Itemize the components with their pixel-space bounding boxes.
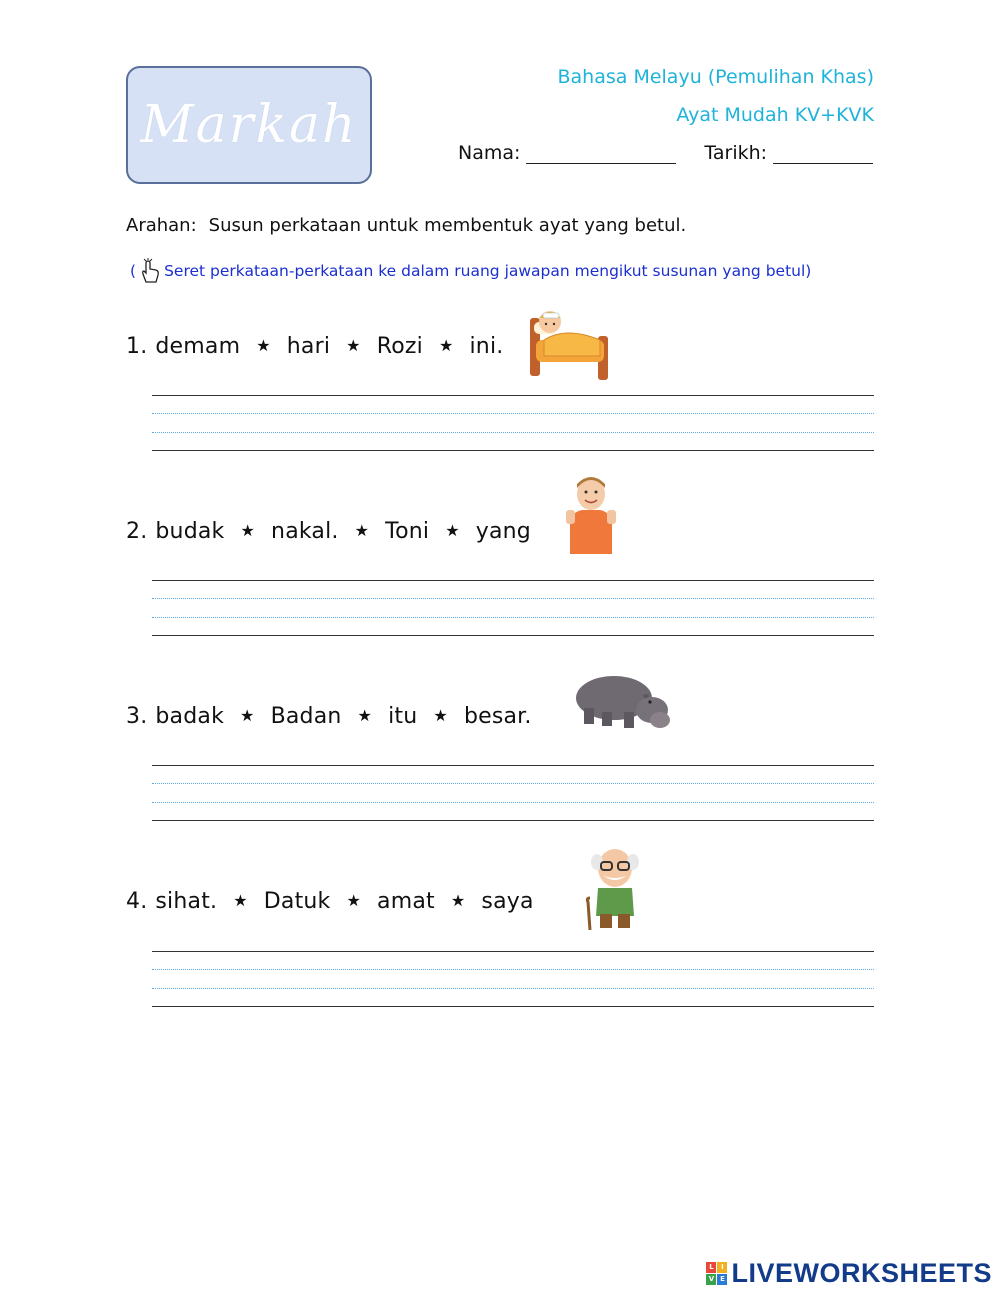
question-number: 1.: [126, 334, 148, 359]
student-fields: [458, 142, 873, 164]
instructions-text: Susun perkataan untuk membentuk ayat yang betul.: [208, 215, 687, 236]
name-label: Nama:: [458, 142, 521, 164]
word-tile[interactable]: itu: [388, 704, 418, 729]
word-tile[interactable]: badak: [155, 704, 225, 729]
date-input-line[interactable]: [773, 145, 873, 164]
star-icon: ★: [433, 706, 448, 725]
star-icon: ★: [240, 521, 256, 540]
question-3: [126, 704, 532, 729]
star-icon: ★: [354, 521, 370, 540]
word-tile[interactable]: hari: [286, 334, 331, 359]
drag-note-paren: (: [130, 262, 137, 280]
answer-lines[interactable]: [152, 951, 874, 1009]
word-tile[interactable]: budak: [155, 519, 225, 544]
score-box: [126, 66, 372, 184]
name-input-line[interactable]: [526, 145, 676, 164]
boy-thumbs-up-picture: [566, 472, 616, 558]
instructions: [126, 215, 686, 236]
word-tile[interactable]: ini.: [469, 334, 504, 359]
star-icon: ★: [233, 891, 248, 910]
word-tile[interactable]: besar.: [463, 704, 532, 729]
answer-lines[interactable]: [152, 580, 874, 638]
star-icon: ★: [346, 336, 361, 355]
question-4: [126, 889, 534, 914]
pointer-hand-icon: [138, 258, 162, 284]
subject-title: Bahasa Melayu (Pemulihan Khas): [557, 66, 874, 88]
star-icon: ★: [240, 706, 255, 725]
word-tile[interactable]: Datuk: [263, 889, 331, 914]
word-tile[interactable]: saya: [481, 889, 534, 914]
star-icon: ★: [256, 336, 271, 355]
star-icon: ★: [445, 521, 460, 540]
grandfather-with-cane-picture: [580, 846, 650, 934]
word-tile[interactable]: Toni: [385, 519, 430, 544]
logo-cubes-icon: L I V E: [706, 1262, 727, 1285]
star-icon: ★: [346, 891, 362, 910]
hippopotamus-picture: [572, 668, 670, 744]
score-box-label: Markah: [140, 95, 358, 155]
name-field[interactable]: [458, 142, 676, 164]
word-tile[interactable]: sihat.: [155, 889, 218, 914]
word-tile[interactable]: nakal.: [271, 519, 339, 544]
star-icon: ★: [450, 891, 466, 910]
word-tile[interactable]: demam: [155, 334, 241, 359]
drag-note: [130, 258, 811, 284]
word-tile[interactable]: amat: [377, 889, 435, 914]
question-2: [126, 519, 531, 544]
question-1: [126, 334, 503, 359]
date-field[interactable]: [704, 142, 873, 164]
date-label: Tarikh:: [704, 142, 768, 164]
star-icon: ★: [357, 706, 373, 725]
answer-lines[interactable]: [152, 395, 874, 453]
instructions-label: Arahan:: [126, 215, 197, 236]
word-tile[interactable]: yang: [475, 519, 531, 544]
answer-lines[interactable]: [152, 765, 874, 823]
topic-title: Ayat Mudah KV+KVK: [676, 104, 874, 126]
sick-child-in-bed-picture: [526, 300, 616, 386]
star-icon: ★: [438, 336, 454, 355]
question-number: 4.: [126, 889, 148, 914]
liveworksheets-logo[interactable]: [706, 1258, 992, 1289]
question-number: 2.: [126, 519, 148, 544]
brand-name: LIVEWORKSHEETS: [731, 1258, 992, 1288]
word-tile[interactable]: Badan: [270, 704, 342, 729]
drag-note-text: Seret perkataan-perkataan ke dalam ruang jawapan mengikut susunan yang betul): [164, 262, 812, 280]
question-number: 3.: [126, 704, 148, 729]
word-tile[interactable]: Rozi: [376, 334, 423, 359]
